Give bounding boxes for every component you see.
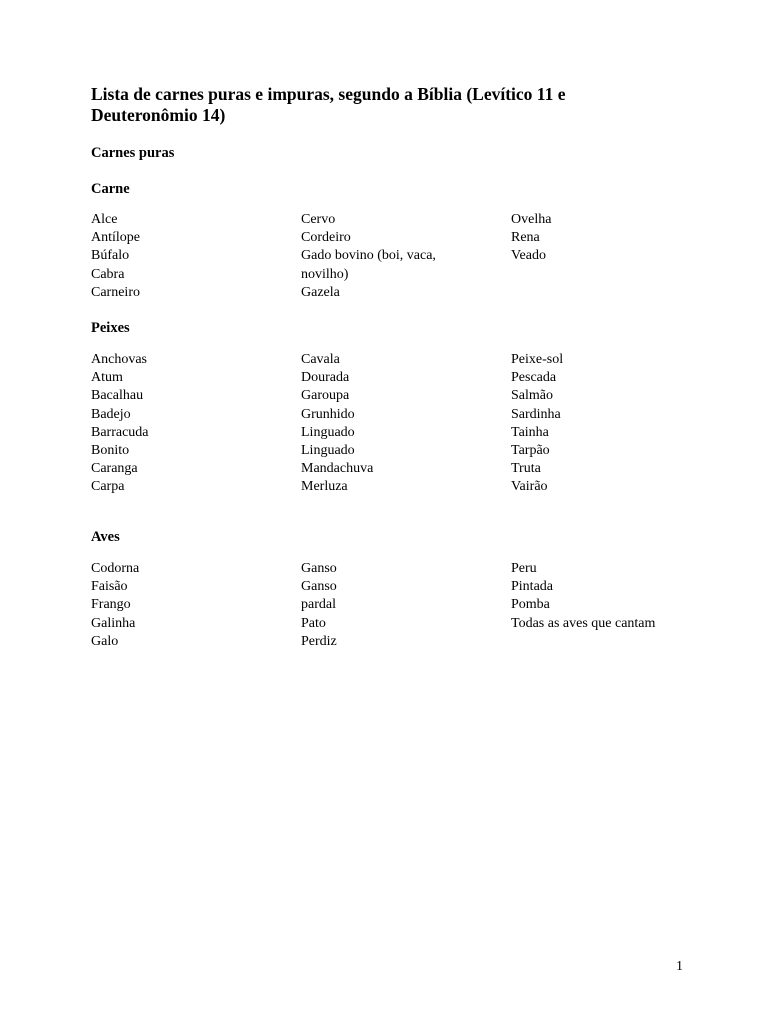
list-item: Codorna [91,561,140,576]
list-item: Búfalo [91,248,130,264]
section-peixes-list [91,351,691,499]
list-item: Ganso [301,579,337,595]
list-item: Gado bovino (boi, vaca, novilho) [301,248,436,282]
list-item: Pescada [511,370,557,386]
aves-column-1 [91,560,281,651]
list-item: Salmão [511,388,553,404]
list-item: Frango [91,597,131,613]
list-item: Dourada [301,370,350,386]
list-item: Veado [511,248,546,264]
list-item: Cabra [91,266,125,282]
list-item: Truta [511,461,541,477]
list-item: Rena [511,230,540,246]
page-number: 1 [676,959,683,974]
list-item: Bonito [91,443,130,459]
list-item: Cervo [301,212,336,227]
list-item: Caranga [91,461,138,477]
aves-column-2 [301,560,461,651]
list-item: Garoupa [301,388,350,404]
document-title: Lista de carnes puras e impuras, segundo a Bíblia (Levítico 11 e Deuteronômio 14) [91,84,566,125]
list-item: Ganso [301,561,337,576]
list-item: Grunhido [301,406,355,422]
list-item: Todas as aves que cantam [511,615,656,631]
list-item: Peru [511,561,537,576]
list-item: Pintada [511,579,553,595]
section-heading-carne: Carne [91,181,130,197]
list-item: Vairão [511,479,548,495]
section-carne-list [91,211,691,303]
list-item: Carpa [91,479,125,495]
list-item: Antílope [91,230,140,246]
list-item: Tainha [511,424,549,440]
carne-column-2 [301,211,461,302]
list-item: Carneiro [91,284,140,300]
list-item: Pato [301,615,326,631]
list-item: Sardinha [511,406,561,422]
list-item: Pomba [511,597,550,613]
list-item: Barracuda [91,424,149,440]
list-item: Linguado [301,424,355,440]
list-item: Galinha [91,615,136,631]
list-item: Peixe-sol [511,352,564,367]
list-item: Gazela [301,284,340,300]
carne-column-3 [511,211,691,266]
list-item: Bacalhau [91,388,144,404]
list-item: Merluza [301,479,348,495]
list-item: Faisão [91,579,128,595]
list-item: Ovelha [511,212,552,227]
peixes-column-1 [91,351,281,497]
list-item: Cordeiro [301,230,351,246]
peixes-column-2 [301,351,461,497]
section-heading-peixes: Peixes [91,320,130,336]
subtitle-carnes-puras: Carnes puras [91,145,175,161]
list-item: Galo [91,633,119,649]
list-item: Anchovas [91,352,147,367]
list-item: Alce [91,212,118,227]
peixes-column-3 [511,351,691,497]
list-item: Mandachuva [301,461,374,477]
carne-column-1 [91,211,281,302]
aves-column-3 [511,560,691,633]
list-item: Atum [91,370,123,386]
section-aves-list [91,560,691,652]
list-item: Perdiz [301,633,337,649]
section-heading-aves: Aves [91,529,120,545]
list-item: Tarpão [511,443,550,459]
list-item: Cavala [301,352,340,367]
list-item: pardal [301,597,336,613]
list-item: Linguado [301,443,355,459]
list-item: Badejo [91,406,131,422]
